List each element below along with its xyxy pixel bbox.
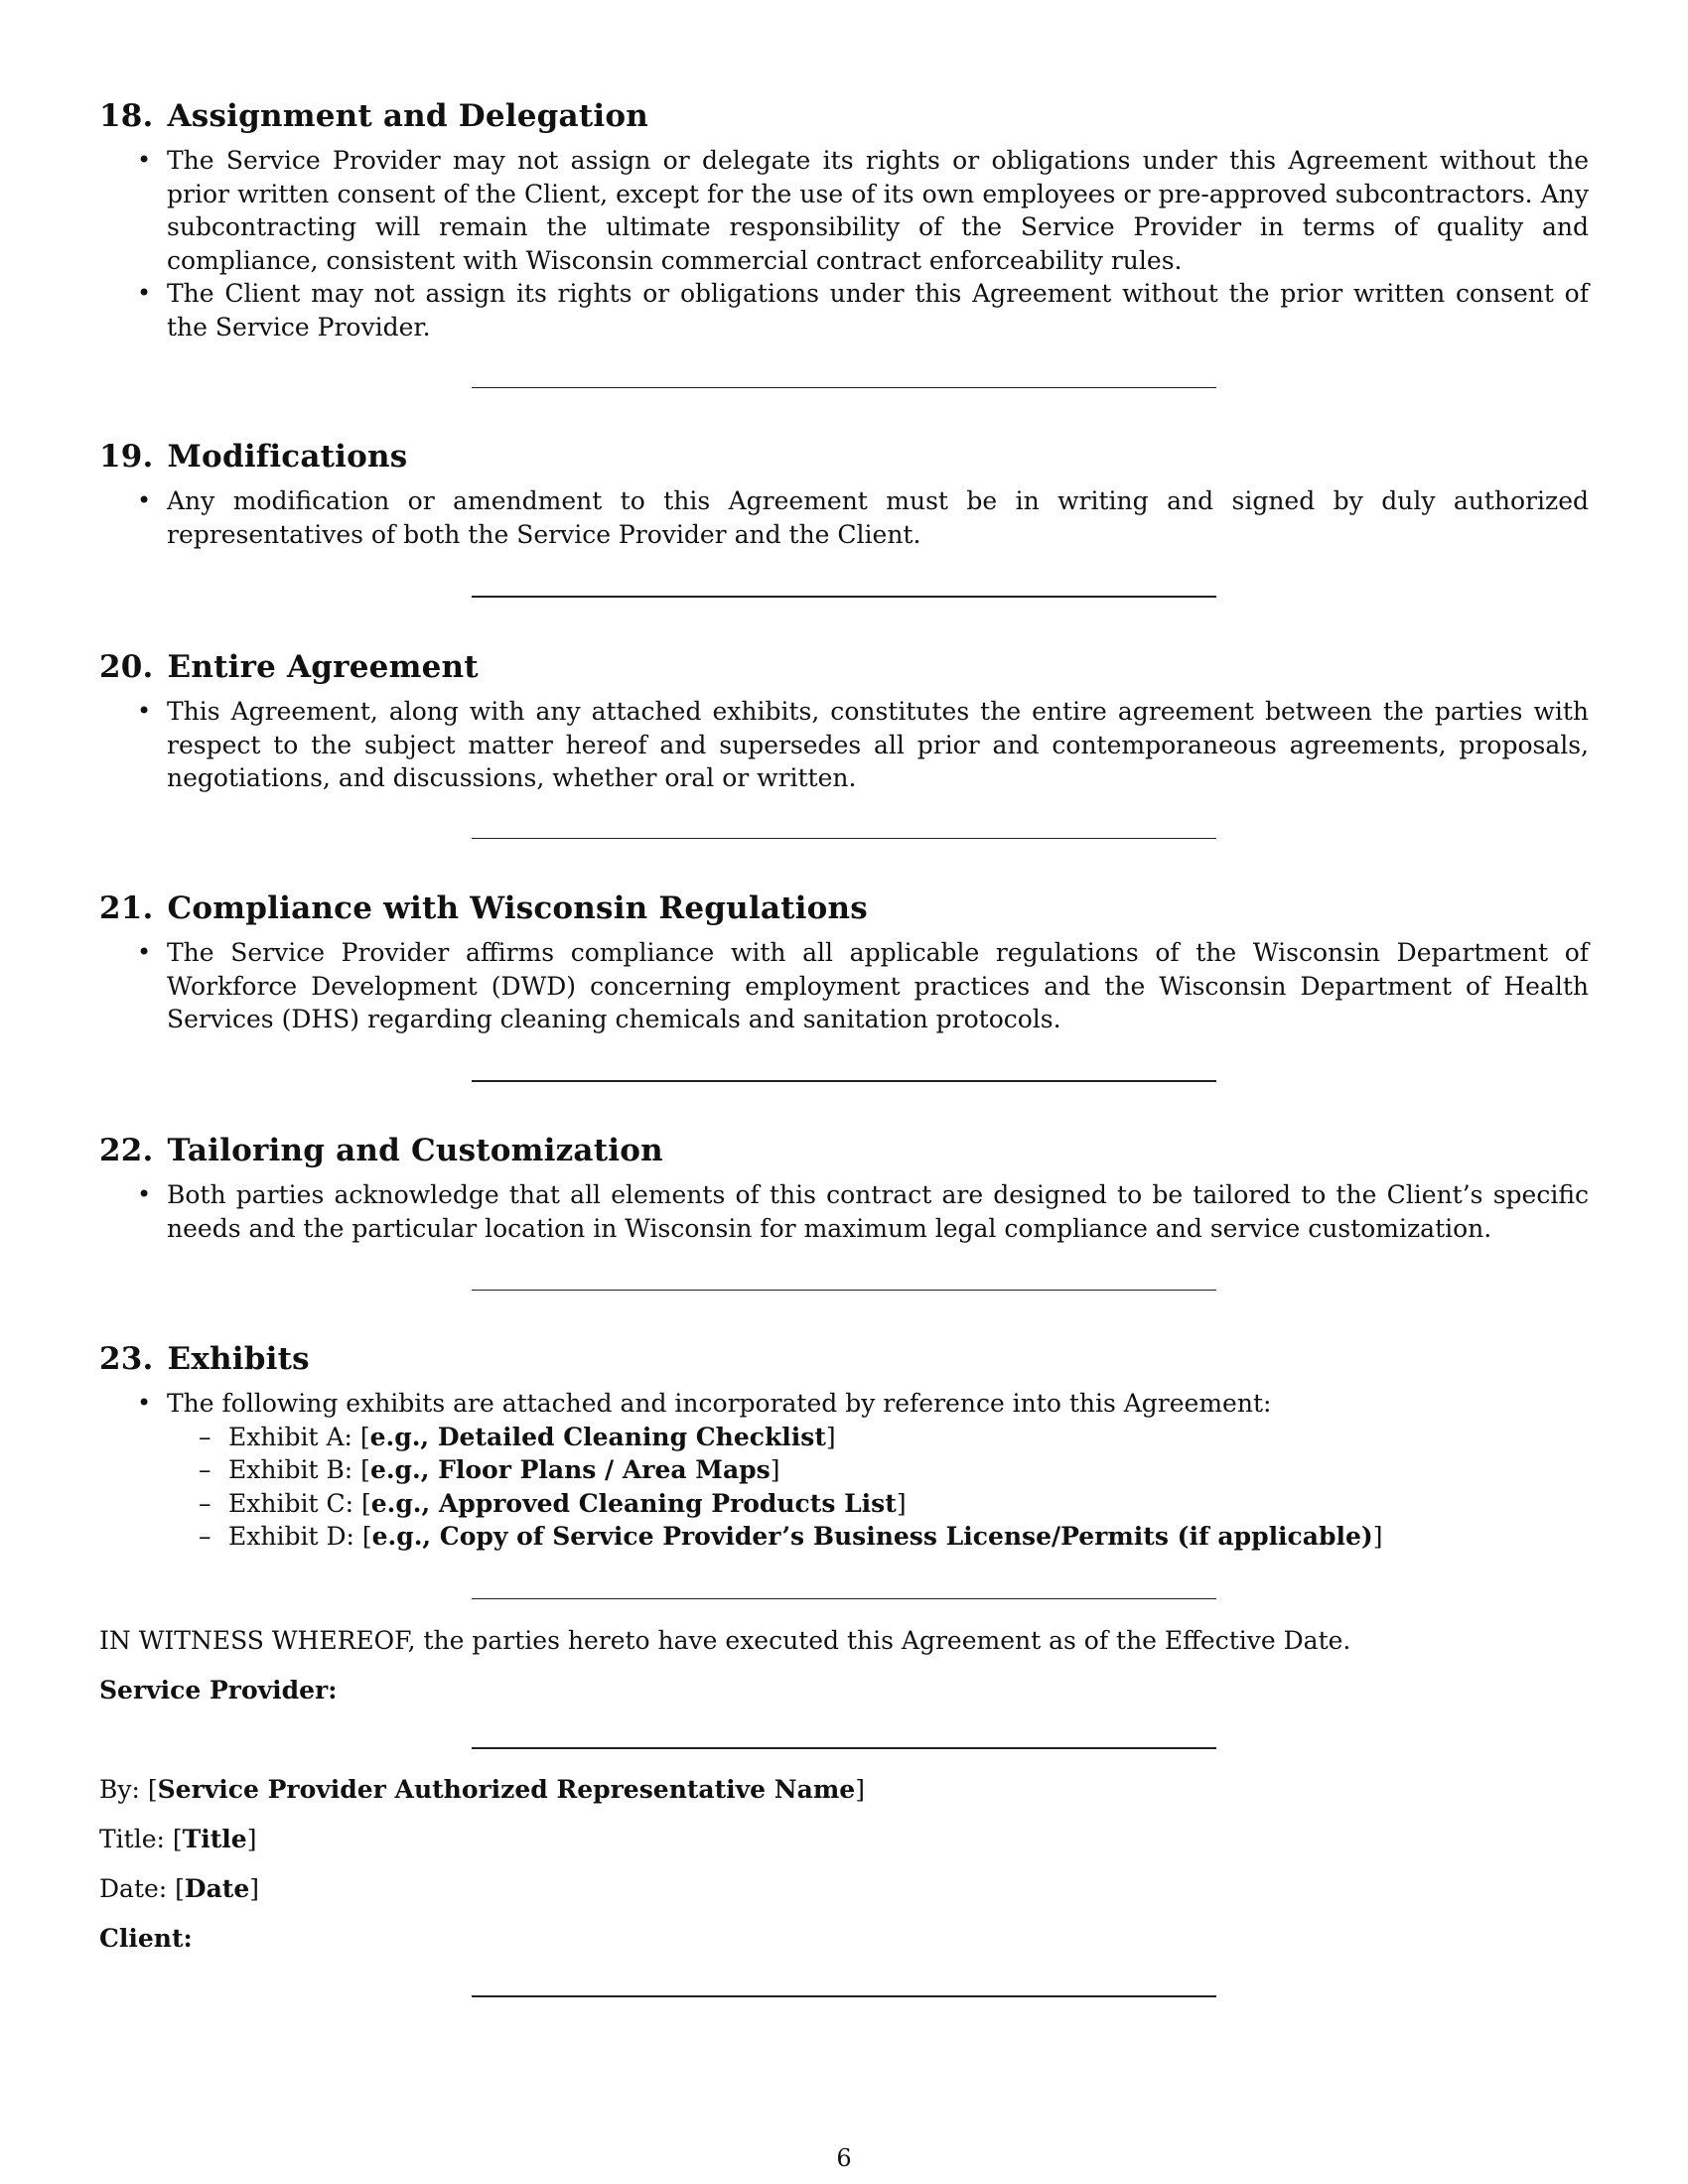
by-line: By: [Service Provider Authorized Representative Name] [99,1775,865,1804]
section-heading: 19. Modifications [99,439,408,475]
provider-signature-line [472,1747,1216,1749]
section-23 [99,1339,1589,1554]
divider [472,387,1216,388]
section-heading: 18. Assignment and Delegation [99,98,648,134]
section-heading: 22. Tailoring and Customization [99,1133,663,1168]
section-heading: 23. Exhibits [99,1341,310,1377]
divider [472,1598,1216,1599]
section-heading: 21. Compliance with Wisconsin Regulations [99,890,868,926]
witness-statement: IN WITNESS WHEREOF, the parties hereto have executed this Agreement as of the Effective Date. [99,1626,1351,1655]
divider [472,596,1216,598]
divider [472,838,1216,839]
section-22 [99,1131,1589,1245]
bullet-item: • This Agreement, along with any attached exhibits, constitutes the entire agreement between the parties with respect to the subject matter hereof and supersedes all prior and contemporaneous agreements, proposals, negotiations, and discussions, whether oral or written. [167,695,1589,795]
service-provider-heading: Service Provider: [99,1676,338,1705]
section-18 [99,96,1589,343]
divider [472,1080,1216,1082]
bullet-item: • The Client may not assign its rights or obligations under this Agreement without the prior written consent of the Service Provider. [167,277,1589,343]
exhibit-item: – Exhibit C: [e.g., Approved Cleaning Products List] [228,1487,1589,1521]
client-heading: Client: [99,1924,193,1953]
date-line: Date: [Date] [99,1874,260,1903]
section-heading: 20. Entire Agreement [99,649,479,685]
exhibit-item: – Exhibit B: [e.g., Floor Plans / Area Maps] [228,1453,1589,1487]
section-20 [99,647,1589,795]
page-number: 6 [836,2144,852,2172]
divider [472,1290,1216,1291]
title-line: Title: [Title] [99,1825,257,1853]
exhibit-item: – Exhibit D: [e.g., Copy of Service Provider’s Business License/Permits (if applicable)] [228,1520,1589,1554]
bullet-item: • The following exhibits are attached and incorporated by reference into this Agreement: – Exhibit A: [e.g., Detailed Cleaning Checklist] – Exhibit B: [e.g., Floor Plans / Area Maps] – Exhibit C: [e.g., Approved Cleaning Products List] – Exhibit D: [e.g., Copy of Service Provider’s Business License/Permits (if applicable)] [167,1387,1589,1554]
bullet-item: • The Service Provider affirms compliance with all applicable regulations of the Wisconsin Department of Workforce Development (DWD) concerning employment practices and the Wisconsin Department of Health Services (DHS) regarding cleaning chemicals and sanitation protocols. [167,936,1589,1036]
bullet-item: • Both parties acknowledge that all elements of this contract are designed to be tailored to the Client’s specific needs and the particular location in Wisconsin for maximum legal compliance and service customization. [167,1178,1589,1245]
document-page [99,0,1589,2184]
section-21 [99,888,1589,1036]
bullet-item: • Any modification or amendment to this Agreement must be in writing and signed by duly authorized representatives of both the Service Provider and the Client. [167,484,1589,551]
bullet-item: • The Service Provider may not assign or delegate its rights or obligations under this Agreement without the prior written consent of the Client, except for the use of its own employees or pre-approved subcontractors. Any subcontracting will remain the ultimate responsibility of the Service Provider in terms of quality and compliance, consistent with Wisconsin commercial contract enforceability rules. [167,144,1589,277]
section-19 [99,437,1589,551]
client-signature-line [472,1995,1216,1997]
exhibit-item: – Exhibit A: [e.g., Detailed Cleaning Checklist] [228,1421,1589,1454]
